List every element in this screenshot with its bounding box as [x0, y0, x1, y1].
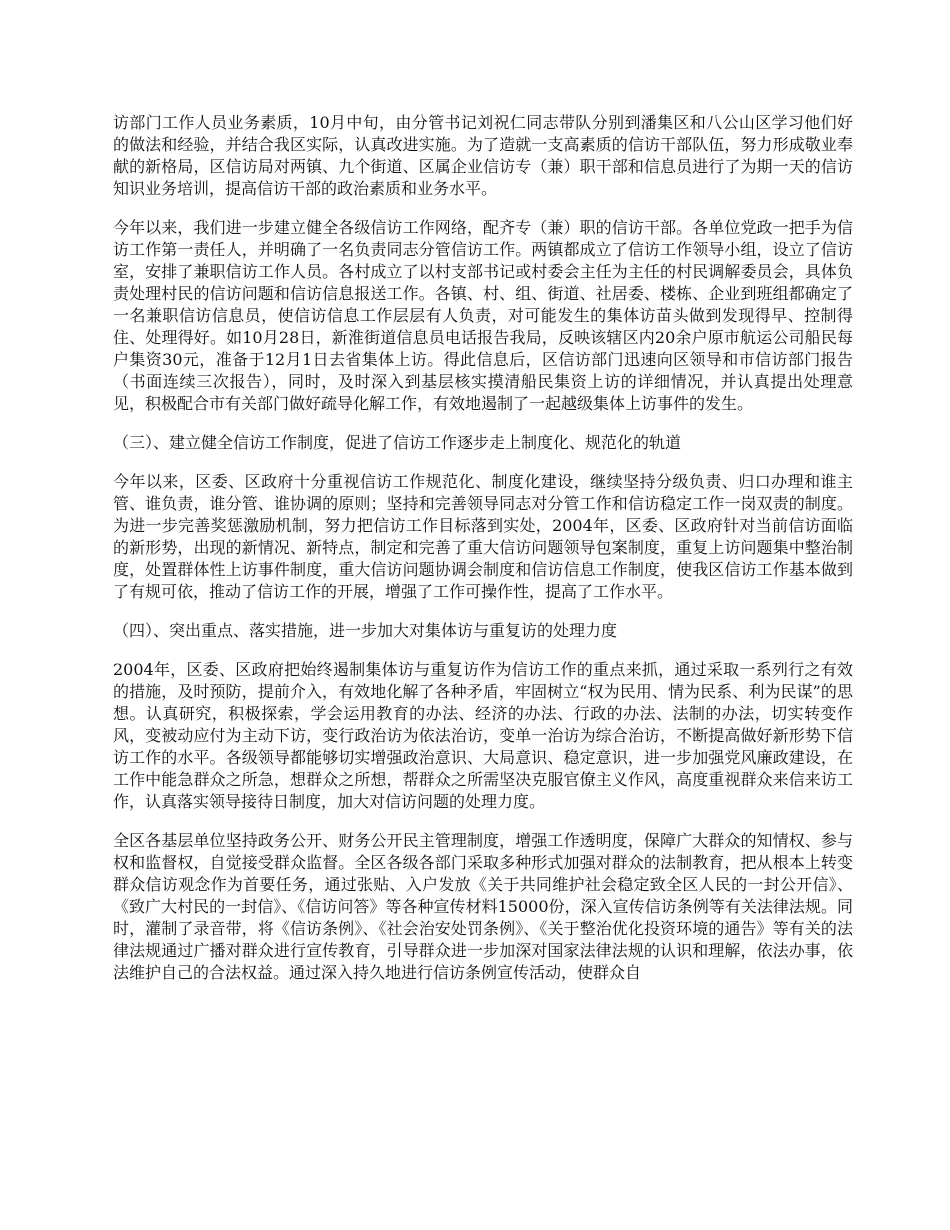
paragraph-network: 今年以来，我们进一步建立健全各级信访工作网络，配齐专（兼）职的信访干部。各单位党政一把手为信访工作第一责任人，并明确了一名负责同志分管信访工作。两镇都成立了信访工作领导小组，设立了信访室，安排了兼职信访工作人员。各村成立了以村支部书记或村委会主任为主任的村民调解委员会，具体负责处理村民的信访问题和信访信息报送工作。各镇、村、组、街道、社居委、楼栋、企业到班组都确定了一名兼职信访信息员，使信访信息工作层层有人负责，对可能发生的集体访苗头做到发现得早、控制得住、处理得好。如10月28日，新淮街道信息员电话报告我局，反映该辖区内20余户原市航运公司船民每户集资30元，准备于12月1日去省集体上访。得此信息后，区信访部门迅速向区领导和市信访部门报告（书面连续三次报告），同时，及时深入到基层核实摸清船民集资上访的详细情况，并认真提出处理意见，积极配合市有关部门做好疏导化解工作，有效地遏制了一起越级集体上访事件的发生。 [113, 218, 853, 413]
paragraph-publicity: 全区各基层单位坚持政务公开、财务公开民主管理制度，增强工作透明度，保障广大群众的知情权、参与权和监督权，自觉接受群众监督。全区各级各部门采取多种形式加强对群众的法制教育，把从根本上转变群众信访观念作为首要任务，通过张贴、入户发放《关于共同维护社会稳定致全区人民的一封公开信》、《致广大村民的一封信》、《信访问答》等各种宣传材料15000份，深入宣传信访条例等有关法律法规。同时，灌制了录音带，将《信访条例》、《社会治安处罚条例》、《关于整治优化投资环境的通告》等有关的法律法规通过广播对群众进行宣传教育，引导群众进一步加深对国家法律法规的认识和理解，依法办事，依法维护自己的合法权益。通过深入持久地进行信访条例宣传活动，使群众自 [113, 831, 853, 982]
section-heading-3: （三）、建立健全信访工作制度，促进了信访工作逐步走上制度化、规范化的轨道 [113, 433, 682, 452]
section-heading-4: （四）、突出重点、落实措施，进一步加大对集体访与重复访的处理力度 [113, 621, 618, 640]
paragraph-training: 访部门工作人员业务素质，10月中旬，由分管书记刘祝仁同志带队分别到潘集区和八公山区学习他们好的做法和经验，并结合我区实际，认真改进实施。为了造就一支高素质的信访干部队伍，努力形成敬业奉献的新格局，区信访局对两镇、九个街道、区属企业信访专（兼）职干部和信息员进行了为期一天的信访知识业务培训，提高信访干部的政治素质和业务水平。 [113, 113, 853, 198]
document-body [113, 112, 853, 1001]
paragraph-system: 今年以来，区委、区政府十分重视信访工作规范化、制度化建设，继续坚持分级负责、归口办理和谁主管、谁负责，谁分管、谁协调的原则；坚持和完善领导同志对分管工作和信访稳定工作一岗双责的制度。为进一步完善奖惩激励机制，努力把信访工作目标落到实处，2004年，区委、区政府针对当前信访面临的新形势，出现的新情况、新特点，制定和完善了重大信访问题领导包案制度，重复上访问题集中整治制度，处置群体性上访事件制度，重大信访问题协调会制度和信访信息工作制度，使我区信访工作基本做到了有规可依，推动了信访工作的开展，增强了工作可操作性，提高了工作水平。 [113, 472, 853, 601]
paragraph-key-measures: 2004年，区委、区政府把始终遏制集体访与重复访作为信访工作的重点来抓，通过采取一系列行之有效的措施，及时预防，提前介入，有效地化解了各种矛盾，牢固树立“权为民用、情为民系、利为民谋”的思想。认真研究，积极探索，学会运用教育的办法、经济的办法、行政的办法、法制的办法，切实转变作风，变被动应付为主动下访，变行政治访为依法治访，变单一治访为综合治访，不断提高做好新形势下信访工作的水平。各级领导都能够切实增强政治意识、大局意识、稳定意识，进一步加强党风廉政建设，在工作中能急群众之所急，想群众之所想，帮群众之所需坚决克服官僚主义作风，高度重视群众来信来访工作，认真落实领导接待日制度，加大对信访问题的处理力度。 [113, 660, 853, 811]
